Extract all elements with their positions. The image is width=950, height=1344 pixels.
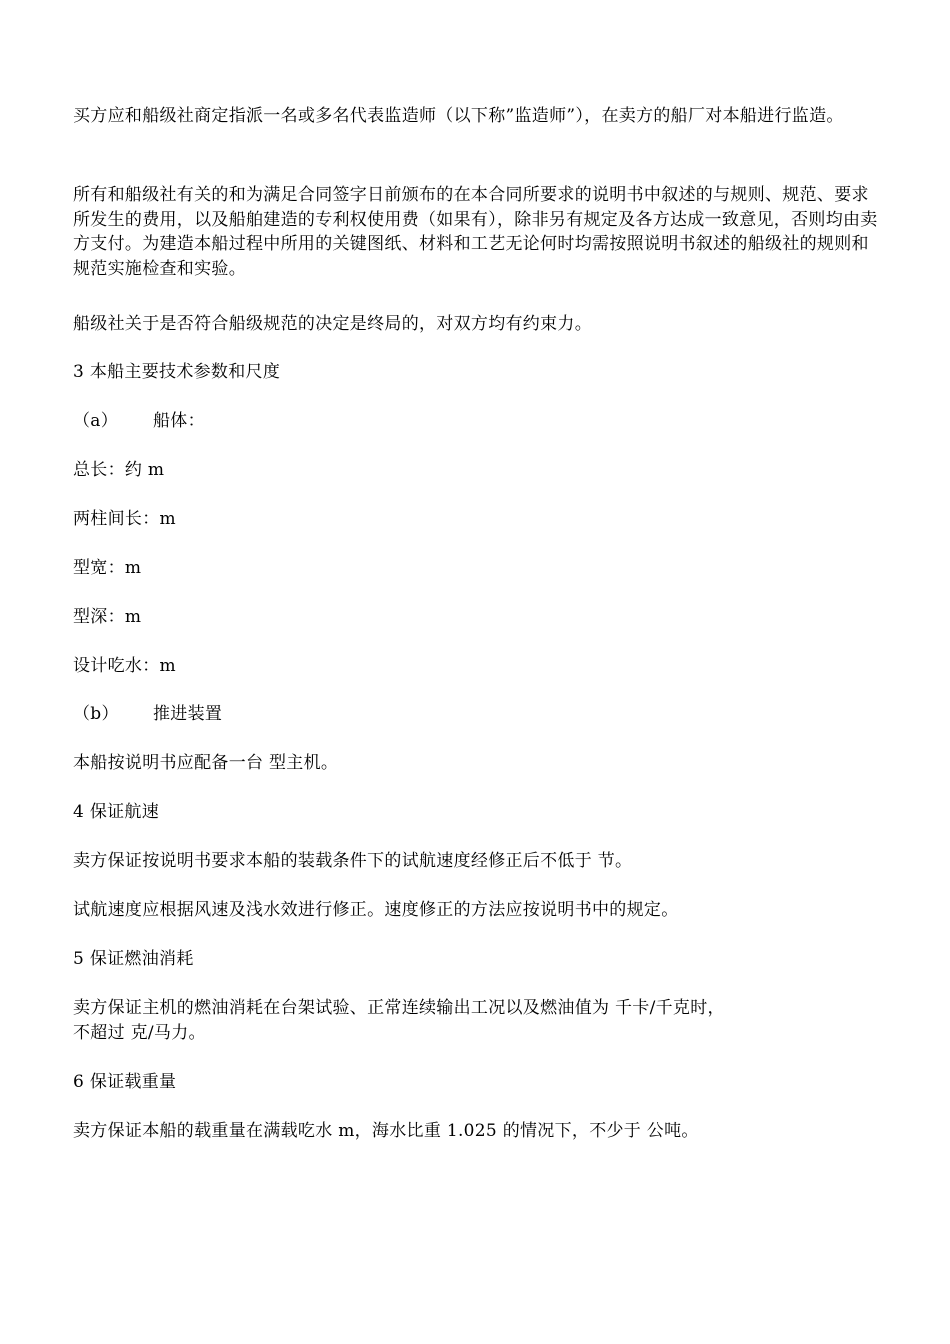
propulsion-label: （b） [73, 704, 119, 724]
section-6-heading: 6 保证载重量 [73, 1072, 177, 1092]
propulsion-title: 推进装置 [153, 704, 223, 724]
spec-moulded-breadth: 型宽：m [73, 558, 142, 578]
propulsion-text: 本船按说明书应配备一台 型主机。 [73, 753, 339, 773]
spec-length-between-perpendiculars: 两柱间长：m [73, 509, 176, 529]
section-4-heading: 4 保证航速 [73, 802, 160, 822]
section-3-heading: 3 本船主要技术参数和尺度 [73, 362, 281, 382]
paragraph-costs: 所有和船级社有关的和为满足合同签字日前颁布的在本合同所要求的说明书中叙述的与规则、规范、要求所发生的费用，以及船舶建造的专利权使用费（如果有），除非另有规定及各方达成一致意见，否则均由卖方支付。为建造本船过程中所用的关键图纸、材料和工艺无论何时均需按照说明书叙述的船级社的规则和规范实施检查和实验。 [73, 185, 878, 279]
hull-label: （a） [73, 411, 119, 431]
spec-design-draft: 设计吃水：m [73, 656, 176, 676]
speed-guarantee-text: 卖方保证按说明书要求本船的装载条件下的试航速度经修正后不低于 节。 [73, 851, 633, 871]
propulsion-subheading [73, 702, 222, 727]
deadweight-text: 卖方保证本船的载重量在满载吃水 m，海水比重 1.025 的情况下，不少于 公吨。 [73, 1121, 699, 1141]
paragraph-supervisor: 买方应和船级社商定指派一名或多名代表监造师（以下称”监造师”），在卖方的船厂对本船进行监造。 [73, 106, 844, 126]
speed-correction-text: 试航速度应根据风速及浅水效进行修正。速度修正的方法应按说明书中的规定。 [73, 900, 679, 920]
fuel-consumption-text: 卖方保证主机的燃油消耗在台架试验、正常连续输出工况以及燃油值为 千卡/千克时，不超过 克/马力。 [73, 998, 725, 1043]
spec-moulded-depth: 型深：m [73, 607, 142, 627]
paragraph-classification-decision: 船级社关于是否符合船级规范的决定是终局的，对双方均有约束力。 [73, 314, 592, 334]
section-5-heading: 5 保证燃油消耗 [73, 949, 194, 969]
hull-title: 船体： [153, 411, 205, 431]
spec-length-overall: 总长：约 m [73, 460, 165, 480]
hull-subheading [73, 409, 205, 434]
